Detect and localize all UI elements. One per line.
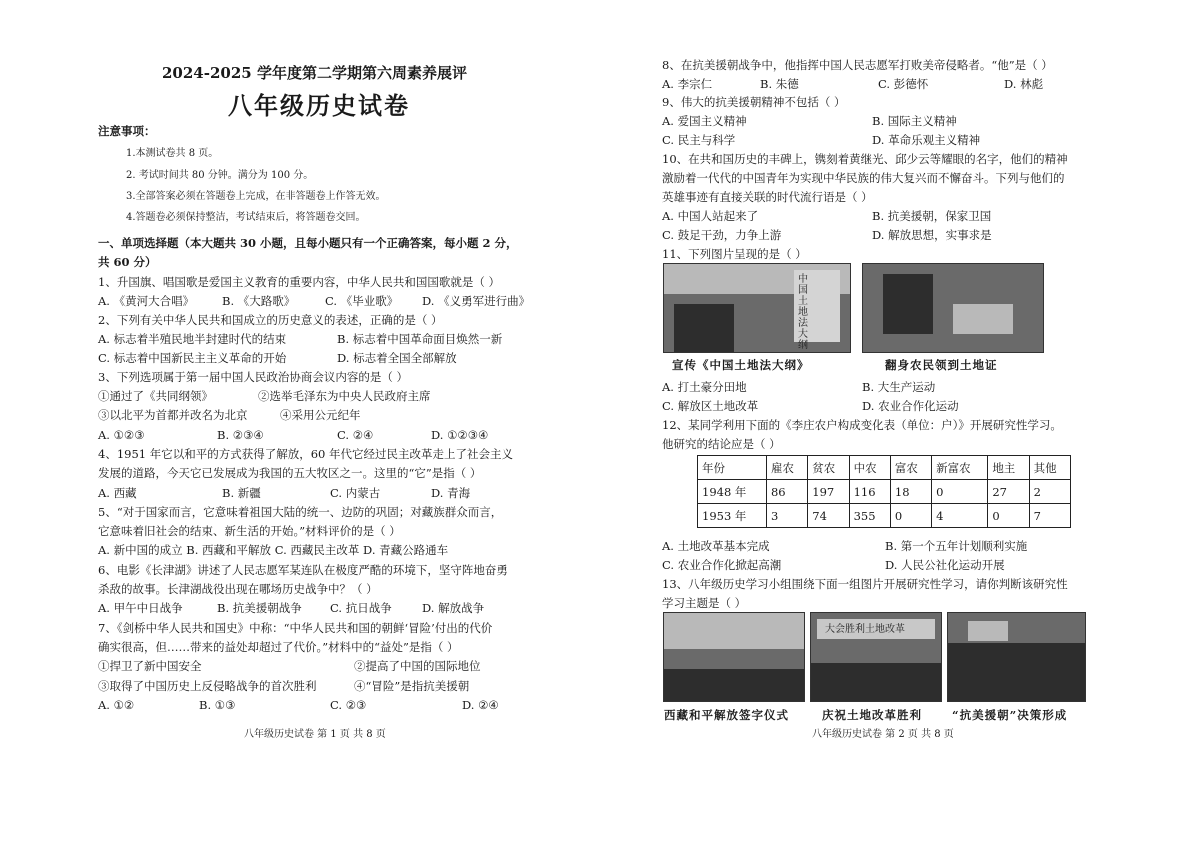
question-12-stem-cont: 他研究的结论应是（ ） <box>662 437 781 451</box>
option-b: B. 朱德 <box>760 77 799 91</box>
farmer-household-table <box>697 455 1071 528</box>
table-header-cell: 地主 <box>988 456 1029 480</box>
table-header-cell: 年份 <box>698 456 767 480</box>
table-header-cell: 富农 <box>890 456 931 480</box>
notice-item: 2. 考试时间共 80 分钟。满分为 100 分。 <box>126 170 314 181</box>
option-d: D. ①②③④ <box>431 428 489 442</box>
question-2-stem: 2、下列有关中华人民共和国成立的历史意义的表述，正确的是（ ） <box>98 313 443 327</box>
page-footer: 八年级历史试卷 第 2 页 共 8 页 <box>812 729 954 740</box>
notice-heading: 注意事项： <box>98 124 156 138</box>
option-a: A. 标志着半殖民地半封建时代的结束 <box>98 332 287 346</box>
option-d: D. 农业合作化运动 <box>862 399 959 413</box>
option-b: B. 抗美援朝战争 <box>217 601 302 615</box>
table-cell: 4 <box>932 504 988 528</box>
question-10-stem: 10、在共和国历史的丰碑上，镌刻着黄继光、邱少云等耀眼的名字，他们的精神 <box>662 152 1068 166</box>
table-header-cell: 其他 <box>1029 456 1070 480</box>
option-a: A. 甲午中日战争 <box>98 601 183 615</box>
option-c: C. 《毕业歌》 <box>325 294 399 308</box>
exam-page-2 <box>600 0 1200 848</box>
table-header-cell: 中农 <box>849 456 890 480</box>
table-cell: 27 <box>988 480 1029 504</box>
table-cell: 1948 年 <box>698 480 767 504</box>
statement-4: ④“冒险”是指抗美援朝 <box>354 679 470 693</box>
question-3-stem: 3、下列选项属于第一届中国人民政治协商会议内容的是（ ） <box>98 370 408 384</box>
table-header-cell: 贫农 <box>808 456 849 480</box>
option-a: A. ①②③ <box>98 428 145 442</box>
question-10-stem-cont: 英雄事迹有直接关联的时代流行语是（ ） <box>662 190 873 204</box>
statement-1: ①捍卫了新中国安全 <box>98 659 202 673</box>
option-c: C. 标志着中国新民主主义革命的开始 <box>98 351 287 365</box>
section-heading-cont: 共 60 分） <box>98 255 157 269</box>
exam-header-title: 2024-2025 学年度第二学期第六周素养展评 <box>162 64 467 82</box>
land-reform-celebration-photo <box>810 612 942 702</box>
question-5-stem-cont: 它意味着旧社会的结束、新生活的开始。”材料评价的是（ ） <box>98 524 401 538</box>
option-c: C. 彭德怀 <box>878 77 929 91</box>
option-d: D. 人民公社化运动开展 <box>885 558 1005 572</box>
statement-2: ②选举毛泽东为中央人民政府主席 <box>258 389 431 403</box>
question-6-stem-cont: 杀敌的故事。长津湖战役出现在哪场历史战争中？（ ） <box>98 582 378 596</box>
option-d: D. 解放思想，实事求是 <box>872 228 992 242</box>
table-cell: 197 <box>808 480 849 504</box>
question-4-stem-cont: 发展的道路，今天它已发展成为我国的五大牧区之一。这里的“它”是指（ ） <box>98 466 482 480</box>
table-cell: 0 <box>932 480 988 504</box>
table-cell: 3 <box>766 504 807 528</box>
question-13-stem-cont: 学习主题是（ ） <box>662 596 747 610</box>
option-c: C. 抗日战争 <box>330 601 392 615</box>
resist-us-aid-korea-decision-photo <box>947 612 1086 702</box>
question-7-stem: 7、《剑桥中华人民共和国史》中称：“中华人民共和国的朝鲜‘冒险’付出的代价 <box>98 621 493 635</box>
option-b: B. 国际主义精神 <box>872 114 957 128</box>
option-a: A. 打土豪分田地 <box>662 380 747 394</box>
exam-subtitle: 八年级历史试卷 <box>228 91 410 120</box>
table-cell: 18 <box>890 480 931 504</box>
option-a: A. ①② <box>98 698 135 712</box>
option-b: B. 新疆 <box>222 486 261 500</box>
option-c: C. 内蒙古 <box>330 486 381 500</box>
notice-item: 1.本测试卷共 8 页。 <box>126 148 219 159</box>
table-cell: 1953 年 <box>698 504 767 528</box>
option-a: A. 西藏 <box>98 486 137 500</box>
question-7-stem-cont: 确实很高，但……带来的益处却超过了代价。”材料中的“益处”是指（ ） <box>98 640 459 654</box>
option-b: B. 标志着中国革命面目焕然一新 <box>337 332 503 346</box>
option-d: D. 《义勇军进行曲》 <box>422 294 531 308</box>
page-footer: 八年级历史试卷 第 1 页 共 8 页 <box>244 729 386 740</box>
table-cell: 0 <box>988 504 1029 528</box>
land-law-poster-photo <box>663 263 851 353</box>
option-d: D. 青海 <box>431 486 471 500</box>
table-row <box>698 480 1071 504</box>
option-b: B. 抗美援朝，保家卫国 <box>872 209 992 223</box>
table-cell: 74 <box>808 504 849 528</box>
photo-caption: 西藏和平解放签字仪式 <box>664 708 789 722</box>
table-row <box>698 504 1071 528</box>
table-header-cell: 雇农 <box>766 456 807 480</box>
photo-caption: “抗美援朝”决策形成 <box>952 708 1068 722</box>
option-d: D. 林彪 <box>1004 77 1044 91</box>
notice-item: 3.全部答案必须在答题卷上完成，在非答题卷上作答无效。 <box>126 191 386 202</box>
option-a: A. 爱国主义精神 <box>662 114 747 128</box>
question-6-stem: 6、电影《长津湖》讲述了人民志愿军某连队在极度严酷的环境下，坚守阵地奋勇 <box>98 563 508 577</box>
photo-caption: 宣传《中国土地法大纲》 <box>672 358 810 372</box>
question-12-stem: 12、某同学利用下面的《李庄农户构成变化表（单位：户）》开展研究性学习。 <box>662 418 1062 432</box>
question-1-stem: 1、升国旗、唱国歌是爱国主义教育的重要内容，中华人民共和国国歌就是（ ） <box>98 275 500 289</box>
question-5-stem: 5、“对于国家而言，它意味着祖国大陆的统一、边防的巩固；对藏族群众而言， <box>98 505 503 519</box>
statement-1: ①通过了《共同纲领》 <box>98 389 213 403</box>
section-heading: 一、单项选择题（本大题共 30 小题，且每小题只有一个正确答案，每小题 2 分， <box>98 236 518 250</box>
option-d: D. 解放战争 <box>422 601 485 615</box>
table-header-row <box>698 456 1071 480</box>
option-c: C. 民主与科学 <box>662 133 736 147</box>
option-d: D. ②④ <box>462 698 499 712</box>
option-b: B. 第一个五年计划顺利实施 <box>885 539 1028 553</box>
question-10-stem-cont: 激励着一代代的中国青年为实现中华民族的伟大复兴而不懈奋斗。下列与他们的 <box>662 171 1065 185</box>
statement-3: ③取得了中国历史上反侵略战争的首次胜利 <box>98 679 317 693</box>
option-c: C. 解放区土地改革 <box>662 399 759 413</box>
photo-caption: 翻身农民领到土地证 <box>885 358 998 372</box>
option-d: D. 革命乐观主义精神 <box>872 133 981 147</box>
notice-item: 4.答题卷必须保持整洁，考试结束后，将答题卷交回。 <box>126 212 366 223</box>
option-b: B. 《大路歌》 <box>222 294 296 308</box>
option-c: C. 农业合作化掀起高潮 <box>662 558 782 572</box>
statement-4: ④采用公元纪年 <box>280 408 361 422</box>
option-c: C. ②④ <box>337 428 374 442</box>
statement-2: ②提高了中国的国际地位 <box>354 659 481 673</box>
question-8-stem: 8、在抗美援朝战争中，他指挥中国人民志愿军打败美帝侵略者。“他”是（ ） <box>662 58 1053 72</box>
farmers-land-certificate-photo <box>862 263 1044 353</box>
table-cell: 2 <box>1029 480 1070 504</box>
option-b: B. ①③ <box>199 698 236 712</box>
option-a: A. 中国人站起来了 <box>662 209 759 223</box>
option-a: A. 李宗仁 <box>662 77 713 91</box>
table-cell: 0 <box>890 504 931 528</box>
table-header-cell: 新富农 <box>932 456 988 480</box>
question-11-stem: 11、下列图片呈现的是（ ） <box>662 247 807 261</box>
question-9-stem: 9、伟大的抗美援朝精神不包括（ ） <box>662 95 846 109</box>
poster-label: 中国土地法大纲 <box>798 274 808 351</box>
table-cell: 355 <box>849 504 890 528</box>
question-5-options: A. 新中国的成立 B. 西藏和平解放 C. 西藏民主改革 D. 青藏公路通车 <box>98 543 449 557</box>
option-b: B. 大生产运动 <box>862 380 936 394</box>
option-b: B. ②③④ <box>217 428 264 442</box>
table-cell: 86 <box>766 480 807 504</box>
photo-caption: 庆祝土地改革胜利 <box>822 708 922 722</box>
option-a: A. 土地改革基本完成 <box>662 539 770 553</box>
option-a: A. 《黄河大合唱》 <box>98 294 195 308</box>
question-4-stem: 4、1951 年它以和平的方式获得了解放，60 年代它经过民主改革走上了社会主义 <box>98 447 514 461</box>
statement-3: ③以北平为首都并改名为北京 <box>98 408 248 422</box>
tibet-signing-ceremony-photo <box>663 612 805 702</box>
table-cell: 7 <box>1029 504 1070 528</box>
option-c: C. 鼓足干劲，力争上游 <box>662 228 782 242</box>
question-13-stem: 13、八年级历史学习小组围绕下面一组图片开展研究性学习，请你判断该研究性 <box>662 577 1068 591</box>
option-c: C. ②③ <box>330 698 367 712</box>
banner-text: 大会胜利土地改革 <box>825 624 905 635</box>
option-d: D. 标志着全国全部解放 <box>337 351 457 365</box>
table-cell: 116 <box>849 480 890 504</box>
